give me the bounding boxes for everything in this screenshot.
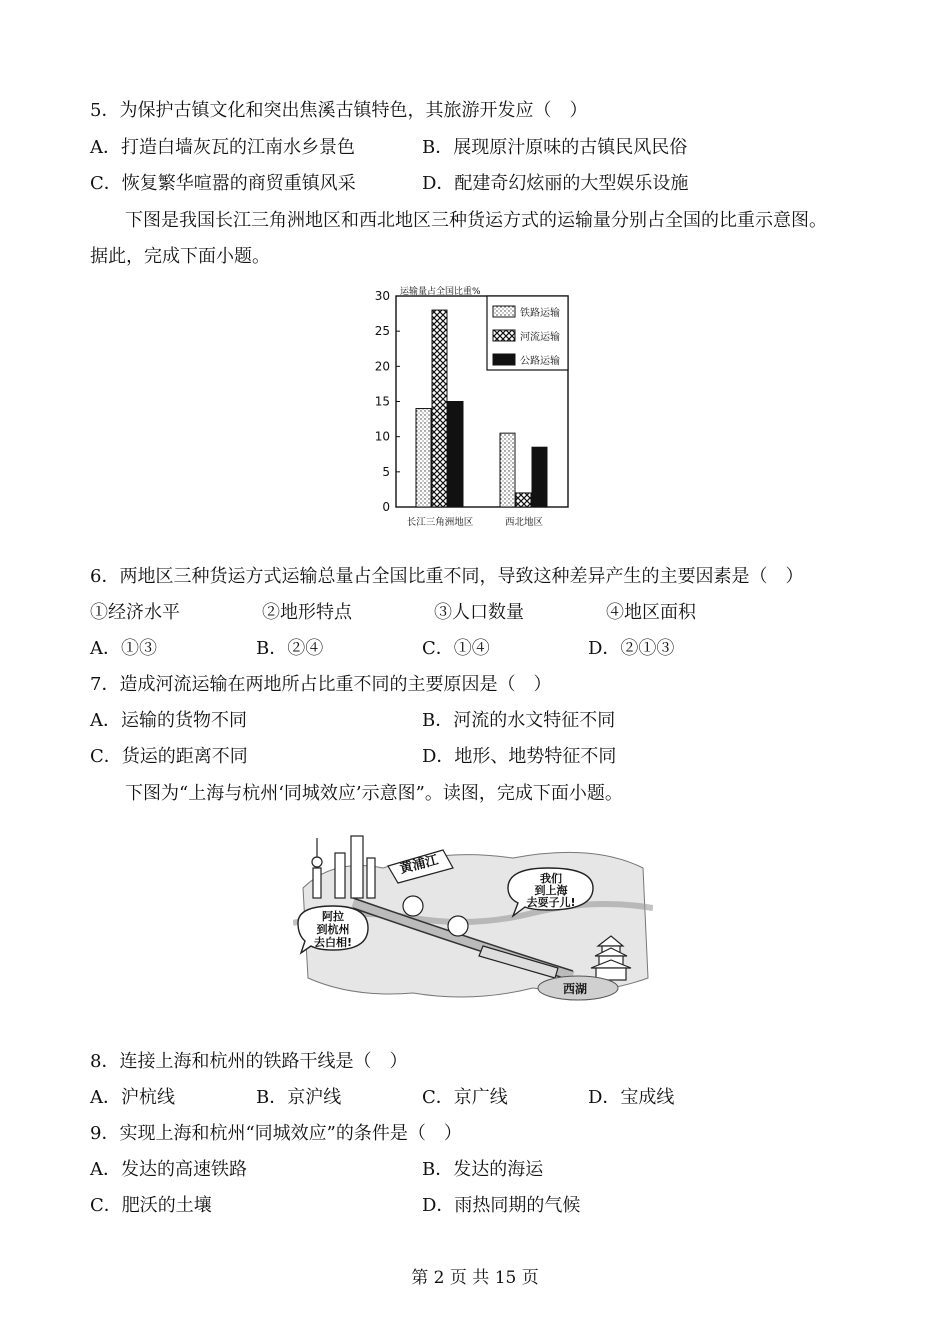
q9-stem: 9．实现上海和杭州“同城效应”的条件是（ ）: [90, 1123, 462, 1144]
bubble-left: [298, 906, 368, 953]
legend-swatch-rail: [493, 306, 515, 317]
q6-factor-4: ④地区面积: [606, 602, 696, 623]
y-tick-label: 15: [374, 394, 390, 409]
bubble-right-line2: 到上海: [534, 884, 568, 897]
q5-option-c: C．恢复繁华喧嚣的商贸重镇风采: [90, 173, 356, 194]
y-tick-label: 25: [374, 324, 390, 339]
q8-option-a: A．沪杭线: [90, 1087, 175, 1108]
q8-option-c: C．京广线: [422, 1087, 508, 1108]
q6-factor-3: ③人口数量: [434, 602, 524, 623]
y-tick-label: 10: [374, 429, 390, 444]
bubble-right-line3: 去耍子儿!: [526, 896, 576, 909]
q9-option-b: B．发达的海运: [422, 1159, 544, 1180]
q7-option-a: A．运输的货物不同: [90, 710, 247, 731]
q8-option-b: B．京沪线: [256, 1087, 342, 1108]
q5-option-a: A．打造白墙灰瓦的江南水乡景色: [90, 137, 355, 158]
bar-northwest-river: [516, 493, 531, 507]
q8-option-d: D．宝成线: [588, 1087, 675, 1108]
bar-yangtze-rail: [416, 409, 431, 507]
q5-option-b: B．展现原汁原味的古镇民风民俗: [422, 137, 688, 158]
q6-option-b: B．②④: [256, 638, 324, 659]
q7-option-b: B．河流的水文特征不同: [422, 710, 616, 731]
y-tick-label: 0: [382, 500, 390, 514]
y-tick-label: 20: [374, 359, 390, 374]
freight-chart-svg: [368, 282, 583, 532]
q6-option-c: C．①④: [422, 638, 490, 659]
intro1-line1: 下图是我国长江三角洲地区和西北地区三种货运方式的运输量分别占全国的比重示意图。: [125, 210, 827, 231]
chart-title: 运输量占全国比重%: [400, 287, 481, 297]
q6-factor-2: ②地形特点: [262, 602, 352, 623]
legend-swatch-river: [493, 330, 515, 341]
q8-stem: 8．连接上海和杭州的铁路干线是（ ）: [90, 1051, 408, 1072]
bubble-left-line3: 去白相!: [313, 936, 353, 949]
bar-yangtze-river: [432, 310, 447, 507]
cartoon-svg: [293, 828, 653, 1008]
q6-option-a: A．①③: [90, 638, 157, 659]
intro1-line2: 据此，完成下面小题。: [90, 246, 270, 267]
bubble-left-line1: 阿拉: [322, 910, 344, 923]
q5-stem: 5．为保护古镇文化和突出焦溪古镇特色，其旅游开发应（ ）: [90, 100, 588, 121]
q7-option-c: C．货运的距离不同: [90, 746, 248, 767]
q7-option-d: D．地形、地势特征不同: [422, 746, 617, 767]
legend-label: 河流运输: [520, 332, 560, 343]
legend-swatch-road: [493, 354, 515, 365]
q6-stem: 6．两地区三种货运方式运输总量占全国比重不同，导致这种差异产生的主要因素是（ ）: [90, 566, 804, 587]
bubble-left-line2: 到杭州: [316, 923, 350, 936]
bar-northwest-rail: [500, 433, 515, 507]
legend-label: 铁路运输: [520, 308, 560, 319]
q9-option-d: D．雨热同期的气候: [422, 1195, 581, 1216]
q9-option-c: C．肥沃的土壤: [90, 1195, 212, 1216]
river-label: 黄浦江: [398, 852, 440, 877]
freight-chart: [368, 282, 583, 532]
legend-label: 公路运输: [520, 356, 560, 367]
bar-northwest-road: [532, 447, 547, 507]
bubble-right-line1: 我们: [540, 872, 562, 885]
page-footer: 第 2 页 共 15 页: [411, 1268, 539, 1288]
shanghai-hangzhou-cartoon: [293, 828, 653, 1008]
q5-option-d: D．配建奇幻炫丽的大型娱乐设施: [422, 173, 689, 194]
q6-option-d: D．②①③: [588, 638, 675, 659]
lake-label: 西湖: [563, 982, 588, 996]
y-tick-label: 30: [374, 289, 390, 303]
y-tick-label: 5: [382, 464, 390, 479]
x-category-label: 长江三角洲地区: [406, 517, 474, 528]
intro2-line1: 下图为“上海与杭州‘同城效应’示意图”。读图，完成下面小题。: [125, 783, 623, 804]
bar-yangtze-road: [448, 402, 463, 508]
q9-option-a: A．发达的高速铁路: [90, 1159, 247, 1180]
q6-factor-1: ①经济水平: [90, 602, 180, 623]
x-category-label: 西北地区: [504, 517, 544, 528]
q7-stem: 7．造成河流运输在两地所占比重不同的主要原因是（ ）: [90, 674, 552, 695]
